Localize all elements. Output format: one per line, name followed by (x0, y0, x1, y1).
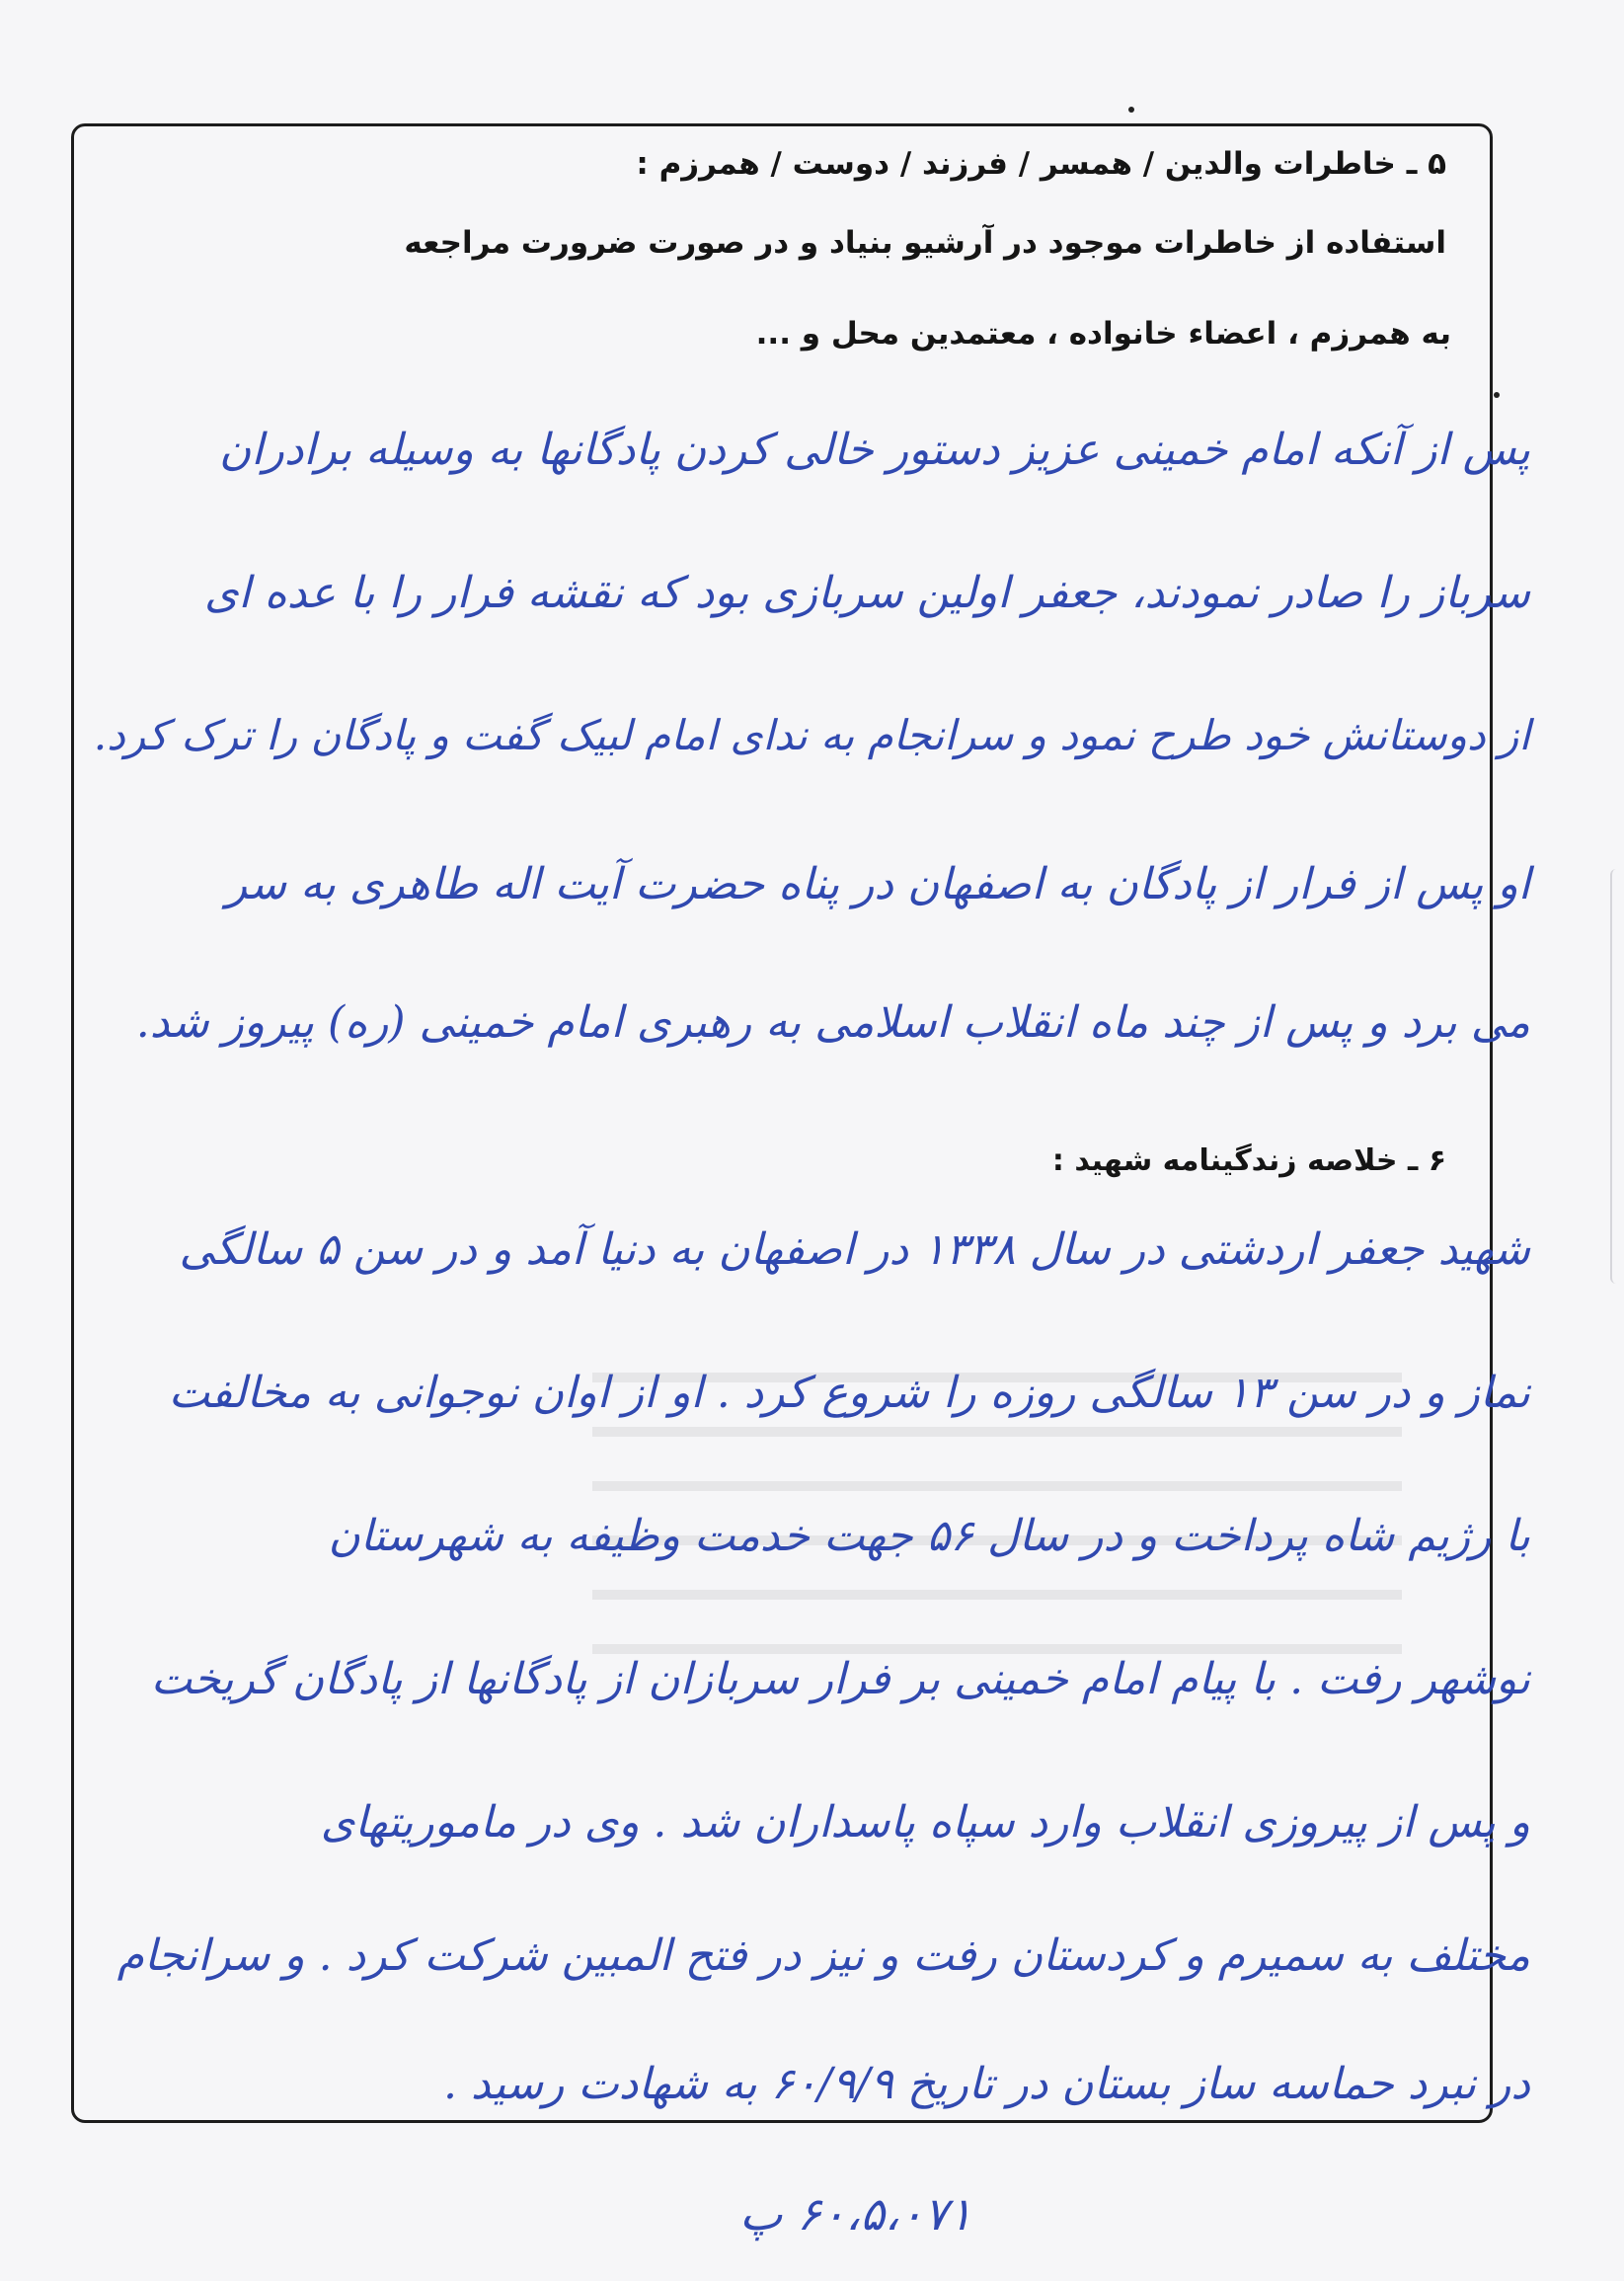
page-edge (1610, 869, 1624, 1284)
memoir-line: او پس از فرار از پادگان به اصفهان در پناه حضرت آیت اله طاهری به سر (225, 859, 1530, 909)
biography-line: با رژیم شاه پرداخت و در سال ۵۶ جهت خدمت وظیفه به شهرستان (328, 1511, 1530, 1561)
biography-line: شهید جعفر اردشتی در سال ۱۳۳۸ در اصفهان به دنیا آمد و در سن ۵ سالگی (179, 1224, 1530, 1275)
section5-instruction-line2: به همرزم ، اعضاء خانواده ، معتمدین محل و ... (755, 316, 1451, 352)
memoir-line: از دوستانش خود طرح نمود و سرانجام به ندای امام لبیک گفت و پادگان را ترک کرد. (93, 711, 1530, 759)
biography-line: نماز و در سن ۱۳ سالگی روزه را شروع کرد . او از اوان نوجوانی به مخالفت (168, 1368, 1530, 1418)
biography-line: مختلف به سمیرم و کردستان رفت و نیز در فتح المبین شرکت کرد . و سرانجام (116, 1930, 1530, 1981)
biography-line: در نبرد حماسه ساز بستان در تاریخ ۶۰/۹/۹ به شهادت رسید . (442, 2059, 1530, 2109)
memoir-line: پس از آنکه امام خمینی عزیز دستور خالی کردن پادگانها به وسیله برادران (219, 425, 1530, 475)
memoir-line: می برد و پس از چند ماه انقلاب اسلامی به رهبری امام خمینی (ره) پیروز شد. (135, 997, 1530, 1048)
margin-dot (1128, 107, 1134, 113)
biography-line: نوشهر رفت . با پیام امام خمینی بر فرار سربازان از پادگانها از پادگان گریخت (150, 1654, 1530, 1704)
footer-note: ۶۰،۵،۰۷۱ پ (739, 2187, 972, 2241)
biography-line: و پس از پیروزی انقلاب وارد سپاه پاسداران شد . وی در ماموریتهای (320, 1797, 1530, 1848)
memoir-line: سرباز را صادر نمودند، جعفر اولین سربازی بود که نقشه فرار را با عده ای (203, 568, 1530, 618)
section6-heading: ۶ ـ خلاصه زندگینامه شهید : (1051, 1143, 1446, 1178)
margin-dot (1494, 392, 1500, 398)
section5-instruction-line1: استفاده از خاطرات موجود در آرشیو بنیاد و در صورت ضرورت مراجعه (404, 225, 1446, 261)
section5-heading: ۵ ـ خاطرات والدین / همسر / فرزند / دوست / همرزم : (636, 146, 1446, 182)
